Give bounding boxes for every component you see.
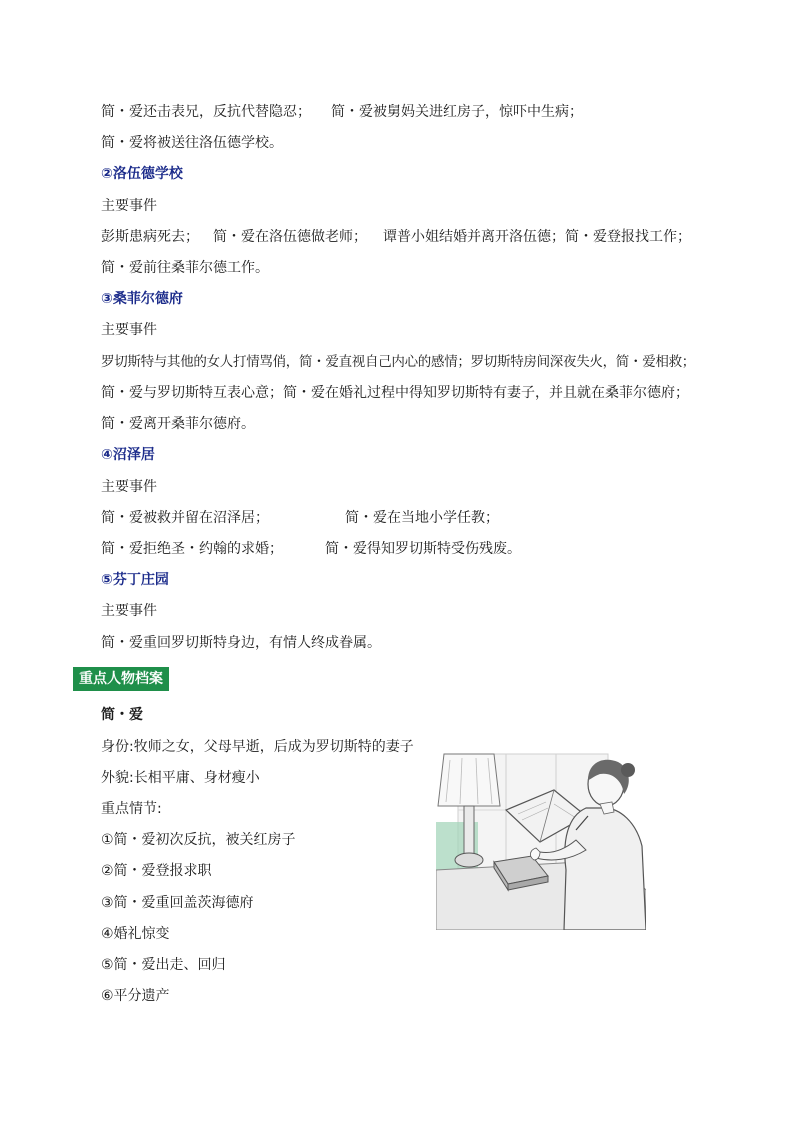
- lowood-line-2: 简・爱前往桑菲尔德工作。: [101, 260, 269, 276]
- section-heading-lowood: ②洛伍德学校: [101, 166, 183, 182]
- event-text: 彭斯患病死去；: [101, 229, 199, 245]
- red-room-line-2: 简・爱将被送往洛伍德学校。: [101, 135, 283, 151]
- plot-item: ④婚礼惊变: [101, 926, 170, 942]
- plot-item: ③简・爱重回盖茨海德府: [101, 895, 254, 911]
- ferndean-line-1: 简・爱重回罗切斯特身边，有情人终成眷属。: [101, 635, 381, 651]
- main-events-label: 主要事件: [101, 603, 157, 619]
- main-events-label: 主要事件: [101, 198, 157, 214]
- thornfield-line-3: 简・爱离开桑菲尔德府。: [101, 416, 255, 432]
- event-text: 简・爱在当地小学任教；: [345, 510, 499, 526]
- event-text: 谭普小姐结婚并离开洛伍德；简・爱登报找工作；: [383, 229, 691, 245]
- section-heading-marsh-end: ④沼泽居: [101, 447, 155, 463]
- character-identity: 身份:牧师之女，父母早逝，后成为罗切斯特的妻子: [101, 739, 414, 755]
- thornfield-line-1: 罗切斯特与其他的女人打情骂俏，简・爱直视自己内心的感情；罗切斯特房间深夜失火，简・爱相救；: [101, 354, 695, 370]
- character-appearance: 外貌:长相平庸、身材瘦小: [101, 770, 260, 786]
- event-text: 简・爱得知罗切斯特受伤残废。: [325, 541, 521, 557]
- woman-reading-illustration: [436, 750, 646, 930]
- event-text: 简・爱还击表兄，反抗代替隐忍；: [101, 104, 311, 120]
- plot-item: ⑥平分遗产: [101, 988, 170, 1004]
- event-text: 简・爱被舅妈关进红房子，惊吓中生病；: [331, 104, 583, 120]
- event-text: 简・爱被救并留在沼泽居；: [101, 510, 269, 526]
- thornfield-line-2: 简・爱与罗切斯特互表心意；简・爱在婚礼过程中得知罗切斯特有妻子，并且就在桑菲尔德府；: [101, 385, 689, 401]
- plot-item: ②简・爱登报求职: [101, 863, 212, 879]
- plot-item: ⑤简・爱出走、回归: [101, 957, 226, 973]
- character-name: 简・爱: [101, 707, 143, 723]
- profile-banner: 重点人物档案: [73, 667, 169, 691]
- plots-label: 重点情节:: [101, 801, 162, 817]
- main-events-label: 主要事件: [101, 322, 157, 338]
- plot-item: ①简・爱初次反抗，被关红房子: [101, 832, 296, 848]
- main-events-label: 主要事件: [101, 479, 157, 495]
- section-heading-ferndean: ⑤芬丁庄园: [101, 572, 169, 588]
- event-text: 简・爱在洛伍德做老师；: [213, 229, 367, 245]
- event-text: 简・爱拒绝圣・约翰的求婚；: [101, 541, 283, 557]
- section-heading-thornfield: ③桑菲尔德府: [101, 291, 183, 307]
